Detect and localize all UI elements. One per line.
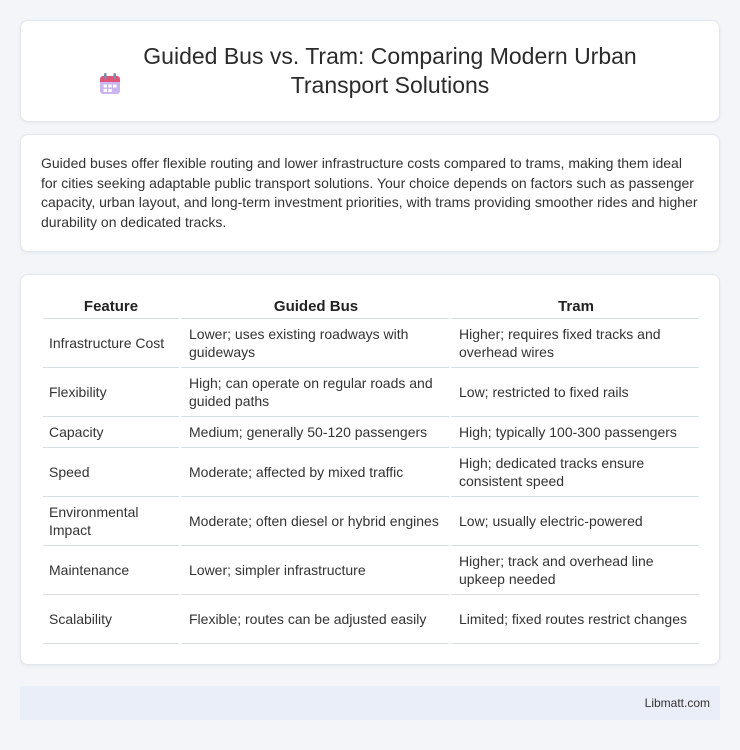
tram-cell: Low; usually electric-powered [449,497,699,546]
feature-cell: Scalability [43,595,179,644]
table-row [43,546,699,595]
guided-bus-cell: Moderate; affected by mixed traffic [179,448,449,497]
tram-cell: High; typically 100-300 passengers [449,417,699,448]
table-row [43,319,699,368]
guided-bus-cell: Lower; uses existing roadways with guideways [179,319,449,368]
footer-brand-link[interactable]: Libmatt.com [644,696,710,710]
intro-card [20,134,720,252]
column-header-feature: Feature [43,295,179,319]
intro-paragraph: Guided buses offer flexible routing and lower infrastructure costs compared to trams, making them ideal for cities seeking adaptable public transport solutions. Your choice depends on factors such as passenger capacity, urban layout, and long-term investment priorities, with trams providing smoother rides and higher durability on dedicated tracks. [41,155,698,230]
table-row [43,497,699,546]
feature-cell: Infrastructure Cost [43,319,179,368]
tram-cell: Low; restricted to fixed rails [449,368,699,417]
guided-bus-cell: Flexible; routes can be adjusted easily [179,595,449,644]
table-row [43,595,699,644]
guided-bus-cell: Moderate; often diesel or hybrid engines [179,497,449,546]
table-row [43,368,699,417]
guided-bus-cell: High; can operate on regular roads and guided paths [179,368,449,417]
guided-bus-cell: Lower; simpler infrastructure [179,546,449,595]
tram-cell: Higher; requires fixed tracks and overhead wires [449,319,699,368]
title-card [20,20,720,122]
guided-bus-cell: Medium; generally 50-120 passengers [179,417,449,448]
table-row [43,417,699,448]
footer [20,686,720,720]
tram-cell: Limited; fixed routes restrict changes [449,595,699,644]
tram-cell: High; dedicated tracks ensure consistent speed [449,448,699,497]
feature-cell: Environmental Impact [43,497,179,546]
feature-cell: Flexibility [43,368,179,417]
tram-cell: Higher; track and overhead line upkeep needed [449,546,699,595]
page-title: Guided Bus vs. Tram: Comparing Modern Urban Transport Solutions [143,43,637,98]
table-header-row [43,295,699,319]
table-row [43,448,699,497]
comparison-table-card [20,274,720,665]
feature-cell: Maintenance [43,546,179,595]
feature-cell: Capacity [43,417,179,448]
comparison-table [43,295,699,644]
feature-cell: Speed [43,448,179,497]
calendar-icon [97,71,123,97]
column-header-tram: Tram [449,295,699,319]
column-header-guided-bus: Guided Bus [179,295,449,319]
